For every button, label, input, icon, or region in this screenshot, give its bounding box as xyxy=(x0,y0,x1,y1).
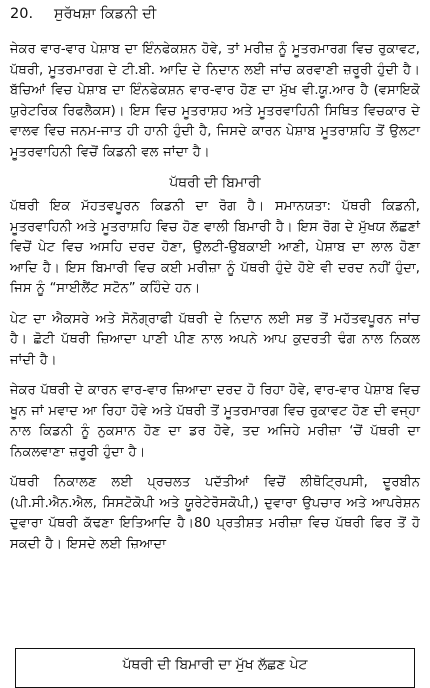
page-number: 20. xyxy=(10,6,34,22)
section-paragraph-4: ਪੱਥਰੀ ਨਿਕਾਲਣ ਲਈ ਪ੍ਰਚਲਤ ਪਦੱਤੀਆਂ ਵਿਚੋਂ ਲੀਥੋਟ੍ਰਿਪਸੀ, ਦੂਰਬੀਨ (ਪੀ.ਸੀ.ਐਨ.ਐਲ, ਸਿਸਟੋਕੋਪੀ ਅਤੇ ਯੂਰੇਟੇਰੋਸਕੋਪੀ,) ਦੁਵਾਰਾ ਉਪਚਾਰ ਅਤੇ ਆਪਰੇਸ਼ਨ ਦੁਵਾਰਾ ਪੱਥਰੀ ਕੱਢਣਾ ਇਤਿਆਦਿ ਹੈ।80 ਪ੍ਰਤੀਸ਼ਤ ਮਰੀਜ਼ਾ ਵਿਚ ਪੱਥਰੀ ਫਿਰ ਤੋਂ ਹੋ ਸਕਦੀ ਹੈ। ਇਸਦੇ ਲਈ ਜ਼ਿਆਦਾ xyxy=(10,475,420,552)
section-paragraph-2: ਪੇਟ ਦਾ ਐਕਸਰੇ ਅਤੇ ਸੋਨੋਗ੍ਰਾਫੀ ਪੱਥਰੀ ਦੇ ਨਿਦਾਨ ਲਈ ਸਭ ਤੋਂ ਮਹੱਤਵਪੂਰਨ ਜਾਂਚ ਹੈ। ਛੋਟੀ ਪੱਥਰੀ ਜ਼ਿਆਦਾ ਪਾਣੀ ਪੀਣ ਨਾਲ ਅਪਨੇ ਆਪ ਕੁਦਰਤੀ ਢੰਗ ਨਾਲ ਨਿਕਲ ਜਾਂਦੀ ਹੈ। xyxy=(10,311,420,368)
page-header xyxy=(10,4,420,26)
highlight-box xyxy=(15,648,415,688)
page-title: ਸੁਰੱਖਸ਼ਾ ਕਿਡਨੀ ਦੀ xyxy=(54,6,157,22)
section-heading: ਪੱਥਰੀ ਦੀ ਬਿਮਾਰੀ xyxy=(169,175,261,191)
intro-paragraph: ਜੇਕਰ ਵਾਰ-ਵਾਰ ਪੇਸ਼ਾਬ ਦਾ ਇੰਨਫੇਕਸ਼ਨ ਹੋਵੇ, ਤਾਂ ਮਰੀਜ਼ ਨੂੰ ਮੂਤਰਮਾਰਗ ਵਿਚ ਰੁਕਾਵਟ, ਪੱਥਰੀ, ਮੂਤਰਮਾਰਗ ਦੇ ਟੀ.ਬੀ. ਆਦਿ ਦੇ ਨਿਦਾਨ ਲਈ ਜਾਂਚ ਕਰਵਾਣੀ ਜ਼ਰੂਰੀ ਹੁੰਦੀ ਹੈ। ਬੱਚਿਆਂ ਵਿਚ ਪੇਸ਼ਾਬ ਦਾ ਇੰਨਫੇਕਸ਼ਨ ਵਾਰ-ਵਾਰ ਹੋਣ ਦਾ ਮੁੱਖ ਵੀ.ਯੂ.ਆਰ ਹੈ (ਵਸਾਇਕੋ ਯੁਰੇਟਰਿਕ ਰਿਫਲੈਕਸ)। ਇਸ ਵਿਚ ਮੂਤਰਾਸ਼ਹ ਅਤੇ ਮੂਤਰਵਾਹਿਨੀ ਸਿਥਿਤ ਵਿਚਕਾਰ ਦੇ ਵਾਲਵ ਵਿਚ ਜਨਮ-ਜਾਤ ਹੀ ਹਾਨੀ ਹੁੰਦੀ ਹੈ, ਜਿਸਦੇ ਕਾਰਨ ਪੇਸ਼ਾਬ ਮੂਤਰਾਸ਼ਹਿ ਤੋਂ ਉਲਟਾ ਮੂਤਰਵਾਹਿਨੀ ਵਿਚੋਂ ਕਿਡਨੀ ਵਲ ਜਾਂਦਾ ਹੈ। xyxy=(10,42,420,160)
section-paragraph-3: ਜੇਕਰ ਪੱਥਰੀ ਦੇ ਕਾਰਨ ਵਾਰ-ਵਾਰ ਜ਼ਿਆਦਾ ਦਰਦ ਹੋ ਰਿਹਾ ਹੋਵੇ, ਵਾਰ-ਵਾਰ ਪੇਸ਼ਾਬ ਵਿਚ ਖੂਨ ਜਾਂ ਮਵਾਦ ਆ ਰਿਹਾ ਹੋਵੇ ਅਤੇ ਪੱਥਰੀ ਤੋਂ ਮੂਤਰਮਾਰਗ ਵਿਚ ਰੁਕਾਵਟ ਹੋਣ ਦੀ ਵਜ੍ਹਾ ਨਾਲ ਕਿਡਨੀ ਨੂੰ ਨੁਕਸਾਨ ਹੋਣ ਦਾ ਡਰ ਹੋਵੇ, ਤਦ ਅਜਿਹੇ ਮਰੀਜ਼ਾ ‘ਚੋਂ ਪੱਥਰੀ ਦਾ ਨਿਕਲਵਾਣਾ ਜ਼ਰੂਰੀ ਹੁੰਦਾ ਹੈ। xyxy=(10,383,420,460)
highlight-box-text: ਪੱਥਰੀ ਦੀ ਬਿਮਾਰੀ ਦਾ ਮੁੱਖ ਲੱਛਣ ਪੇਟ xyxy=(122,657,308,673)
section-paragraph-1: ਪੱਥਰੀ ਇਕ ਮੱਹਤਵਪੂਰਨ ਕਿਡਨੀ ਦਾ ਰੋਗ ਹੈ। ਸਮਾਨਯਤਾ: ਪੱਥਰੀ ਕਿਡਨੀ, ਮੂਤਰਵਾਹਿਨੀ ਅਤੇ ਮੂਤਰਾਸ਼ਹਿ ਵਿਚ ਹੋਣ ਵਾਲੀ ਬਿਮਾਰੀ ਹੈ। ਇਸ ਰੋਗ ਦੇ ਮੁੱਖਯ ਲੱਛਣਾਂ ਵਿਚੋਂ ਪੇਟ ਵਿਚ ਅਸਹਿ ਦਰਦ ਹੋਣਾ, ਉਲਟੀ-ਉਬਕਾਈ ਆਣੀ, ਪੇਸ਼ਾਬ ਦਾ ਲਾਲ ਹੋਣਾ ਆਦਿ ਹੈ। ਇਸ ਬਿਮਾਰੀ ਵਿਚ ਕਈ ਮਰੀਜ਼ਾ ਨੂੰ ਪੱਥਰੀ ਹੁੰਦੇ ਹੋਏ ਵੀ ਦਰਦ ਨਹੀਂ ਹੁੰਦਾ, ਜਿਸ ਨੂੰ “ਸਾਈਲੈਂਟ ਸਟੋਨ” ਕਹਿੰਦੇ ਹਨ। xyxy=(10,199,420,296)
